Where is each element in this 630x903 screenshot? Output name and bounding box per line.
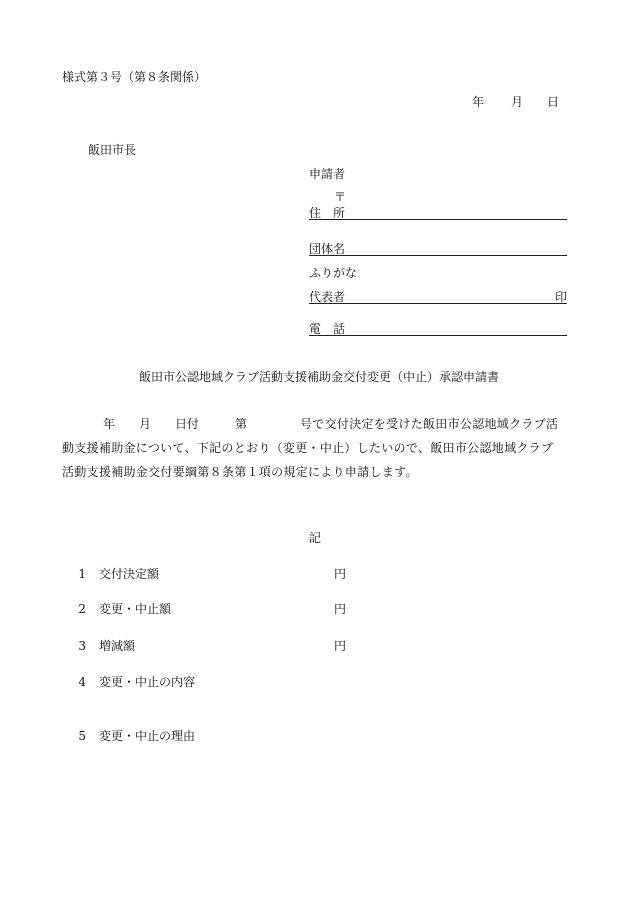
body-date-year: 年 <box>103 417 116 431</box>
item-label: 変更・中止の内容 <box>99 675 196 689</box>
address-label: 住 所 <box>309 206 346 220</box>
item-label: 増減額 <box>99 639 136 653</box>
item-label: 交付決定額 <box>99 567 160 581</box>
furigana-label: ふりがな <box>309 266 358 280</box>
item-unit: 円 <box>334 639 347 653</box>
date-day: 日 <box>547 95 560 109</box>
item-number: 3 <box>78 639 86 653</box>
item-unit: 円 <box>334 567 347 581</box>
ki-heading: 記 <box>309 531 322 545</box>
representative-label: 代表者 <box>309 290 346 304</box>
item-number: 2 <box>78 602 86 616</box>
date-year: 年 <box>472 95 485 109</box>
body-line1-rest: 号で交付決定を受けた飯田市公認地域クラブ活 <box>300 417 559 431</box>
addressee: 飯田市長 <box>88 143 137 157</box>
date-month: 月 <box>511 95 524 109</box>
document-title: 飯田市公認地域クラブ活動支援補助金交付変更（中止）承認申請書 <box>139 370 500 384</box>
phone-label: 電 話 <box>309 322 346 336</box>
item-number: 1 <box>78 567 86 581</box>
item-label: 変更・中止の理由 <box>99 729 196 743</box>
seal-mark: 印 <box>555 290 568 304</box>
item-number: 5 <box>78 729 86 743</box>
item-number: 4 <box>78 675 86 689</box>
applicant-label: 申請者 <box>309 167 346 181</box>
body-line2: 動支援補助金について、下記のとおり（変更・中止）したいので、飯田市公認地域クラブ <box>62 441 554 455</box>
date-line <box>472 96 484 108</box>
form-number: 様式第３号（第８条関係） <box>62 70 207 84</box>
group-name-field[interactable] <box>309 255 567 256</box>
item-label: 変更・中止額 <box>99 602 172 616</box>
body-date-day: 日付 <box>175 417 200 431</box>
postal-mark: 〒 <box>334 190 347 204</box>
body-dai: 第 <box>235 417 248 431</box>
item-unit: 円 <box>334 602 347 616</box>
address-field[interactable] <box>309 219 567 220</box>
body-line3: 活動支援補助金交付要綱第８条第１項の規定により申請します。 <box>62 465 418 479</box>
phone-field[interactable] <box>309 335 567 336</box>
body-date-month: 月 <box>139 417 152 431</box>
group-name-label: 団体名 <box>309 242 346 256</box>
representative-field[interactable] <box>309 303 567 304</box>
